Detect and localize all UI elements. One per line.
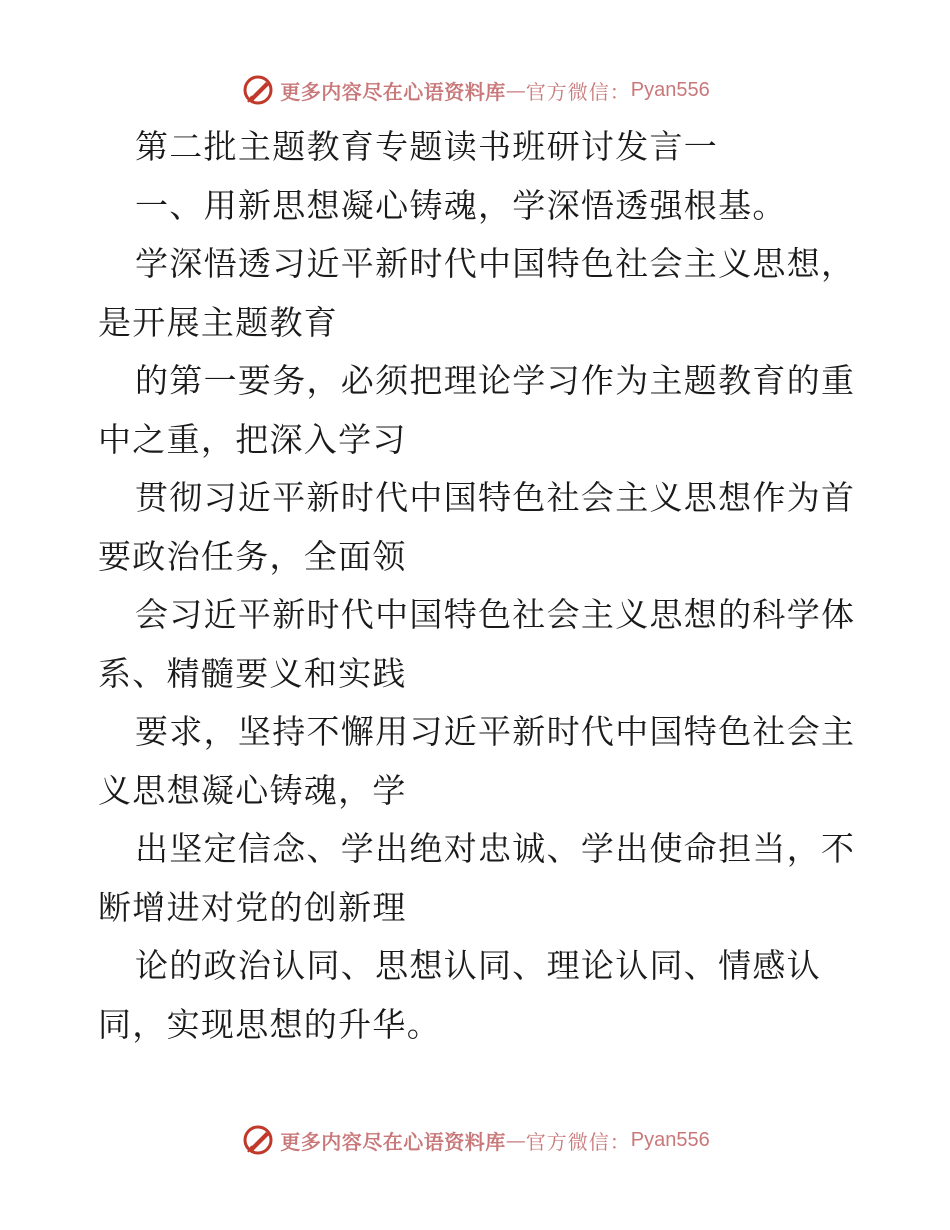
watermark-separator: — <box>505 78 526 102</box>
watermark-wechat-id: Pyan556 <box>630 78 710 101</box>
text-line: 学深悟透习近平新时代中国特色社会主义思想， <box>135 244 856 283</box>
watermark-brand: 更多内容尽在心语资料库 <box>280 79 506 104</box>
document-title: 第二批主题教育专题读书班研讨发言一 <box>135 127 719 166</box>
section-heading: 一、用新思想凝心铸魂，学深悟透强根基。 <box>135 185 787 225</box>
watermark-wechat-label: 官方微信： <box>525 79 631 104</box>
text-line: 要求，坚持不懈用习近平新时代中国特色社会主 <box>135 712 856 751</box>
watermark-brand: 更多内容尽在心语资料库 <box>280 1129 506 1154</box>
text-line: 系、精髓要义和实践 <box>98 653 407 693</box>
text-line: 是开展主题教育 <box>98 302 339 342</box>
header-watermark <box>0 70 950 110</box>
text-line: 中之重，把深入学习 <box>98 419 407 459</box>
text-line: 出坚定信念、学出绝对忠诚、学出使命担当，不 <box>135 829 856 868</box>
text-line: 论的政治认同、思想认同、理论认同、情感认 <box>135 946 821 985</box>
text-line: 贯彻习近平新时代中国特色社会主义思想作为首 <box>135 478 856 517</box>
quill-logo-icon <box>240 1122 276 1158</box>
text-line: 义思想凝心铸魂，学 <box>98 770 407 810</box>
text-line: 断增进对党的创新理 <box>98 887 407 927</box>
footer-watermark <box>0 1120 950 1160</box>
watermark-wechat-id: Pyan556 <box>630 1128 710 1151</box>
quill-logo-icon <box>240 72 276 108</box>
watermark-wechat-label: 官方微信： <box>525 1129 631 1154</box>
text-line: 的第一要务，必须把理论学习作为主题教育的重 <box>135 361 856 400</box>
text-line: 要政治任务，全面领 <box>98 536 407 576</box>
watermark-separator: — <box>505 1128 526 1152</box>
document-body <box>98 118 858 1054</box>
text-line: 会习近平新时代中国特色社会主义思想的科学体 <box>135 595 856 634</box>
text-line: 同，实现思想的升华。 <box>98 1004 441 1044</box>
